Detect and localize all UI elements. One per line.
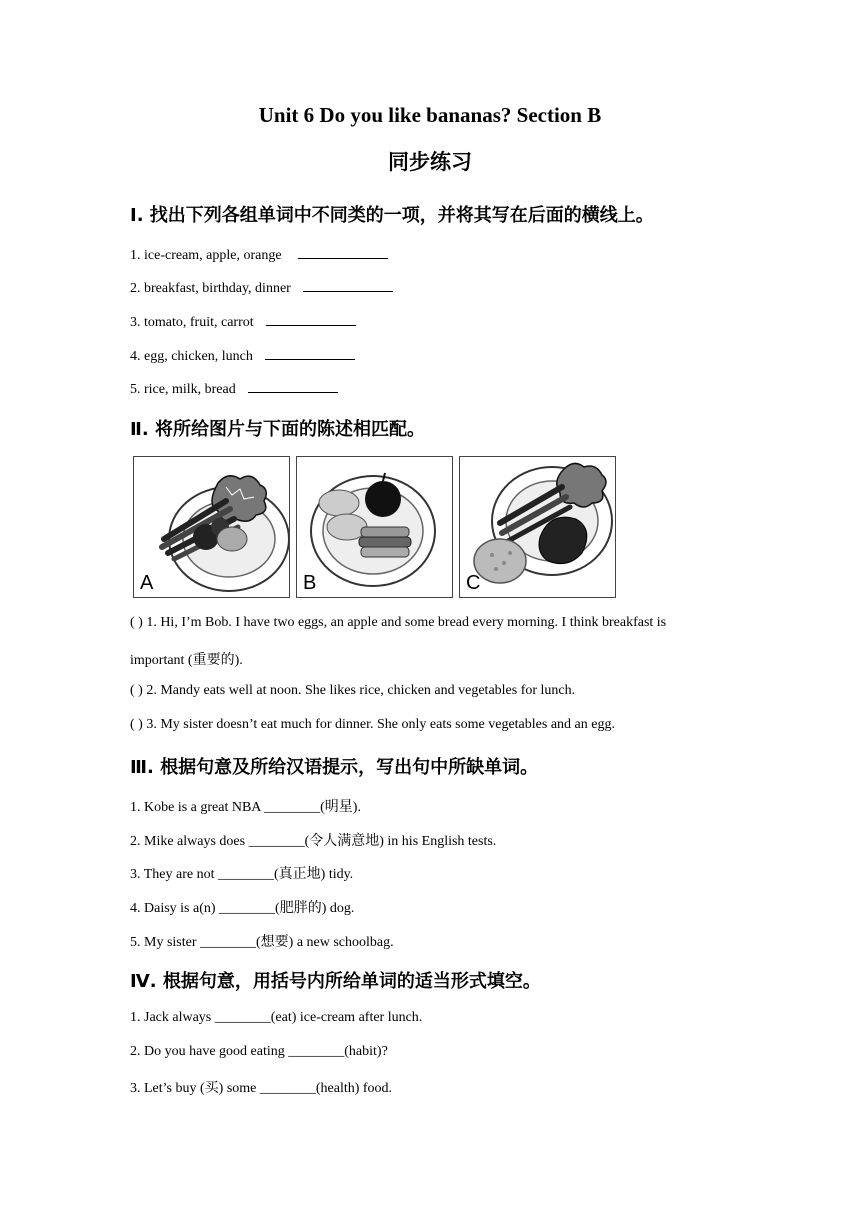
picture-row (133, 456, 615, 598)
picture-label: A (140, 572, 154, 594)
picture-label: C (466, 572, 481, 594)
picture-c (459, 456, 616, 598)
section-2-item-1: ( ) 1. Hi, I’m Bob. I have two eggs, an apple and some bread every morning. I think breakfast is (130, 615, 667, 630)
answer-blank[interactable] (248, 378, 338, 393)
section-2-item-1-cont: important (重要的). (130, 653, 243, 668)
section-2-item-2: ( ) 2. Mandy eats well at noon. She likes rice, chicken and vegetables for lunch. (130, 683, 576, 698)
answer-blank[interactable] (265, 345, 355, 360)
plate-carrots-tomato-egg-icon (134, 457, 289, 597)
answer-blank[interactable] (303, 277, 393, 292)
section-3-item-3: 3. They are not ________(真正地) tidy. (130, 867, 354, 882)
section-4-item-3: 3. Let’s buy (买) some ________(health) food. (130, 1081, 393, 1096)
section-3-item-4: 4. Daisy is a(n) ________(肥胖的) dog. (130, 901, 355, 916)
section-1-item-5: 5. rice, milk, bread (130, 378, 338, 398)
section-3-item-5: 5. My sister ________(想要) a new schoolbag. (130, 935, 394, 950)
plate-apple-eggs-bread-icon (297, 457, 452, 597)
section-3-item-1: 1. Kobe is a great NBA ________(明星). (130, 800, 361, 815)
section-4-item-1: 1. Jack always ________(eat) ice-cream after lunch. (130, 1010, 423, 1025)
section-2-heading: Ⅱ. 将所给图片与下面的陈述相匹配。 (130, 419, 425, 440)
picture-a (133, 456, 290, 598)
section-1-item-2: 2. breakfast, birthday, dinner (130, 277, 393, 297)
section-4-item-2: 2. Do you have good eating ________(habit)? (130, 1044, 388, 1059)
picture-label: B (303, 572, 317, 594)
section-2-item-3: ( ) 3. My sister doesn’t eat much for dinner. She only eats some vegetables and an egg. (130, 717, 615, 732)
answer-blank[interactable] (266, 311, 356, 326)
page-title: Unit 6 Do you like bananas? Section B (258, 103, 602, 127)
plate-rice-chicken-vegetables-icon (460, 457, 615, 597)
picture-b (296, 456, 453, 598)
section-3-heading: Ⅲ. 根据句意及所给汉语提示，写出句中所缺单词。 (130, 757, 539, 778)
page-subtitle: 同步练习 (388, 150, 472, 174)
section-1-item-4: 4. egg, chicken, lunch (130, 345, 355, 365)
answer-blank[interactable] (298, 244, 388, 259)
section-3-item-2: 2. Mike always does ________(令人满意地) in his English tests. (130, 834, 497, 849)
section-1-item-1: 1. ice-cream, apple, orange (130, 244, 388, 264)
section-1-heading: Ⅰ. 找出下列各组单词中不同类的一项，并将其写在后面的横线上。 (130, 205, 654, 226)
section-1-item-3: 3. tomato, fruit, carrot (130, 311, 356, 331)
section-4-heading: Ⅳ. 根据句意，用括号内所给单词的适当形式填空。 (130, 971, 541, 992)
